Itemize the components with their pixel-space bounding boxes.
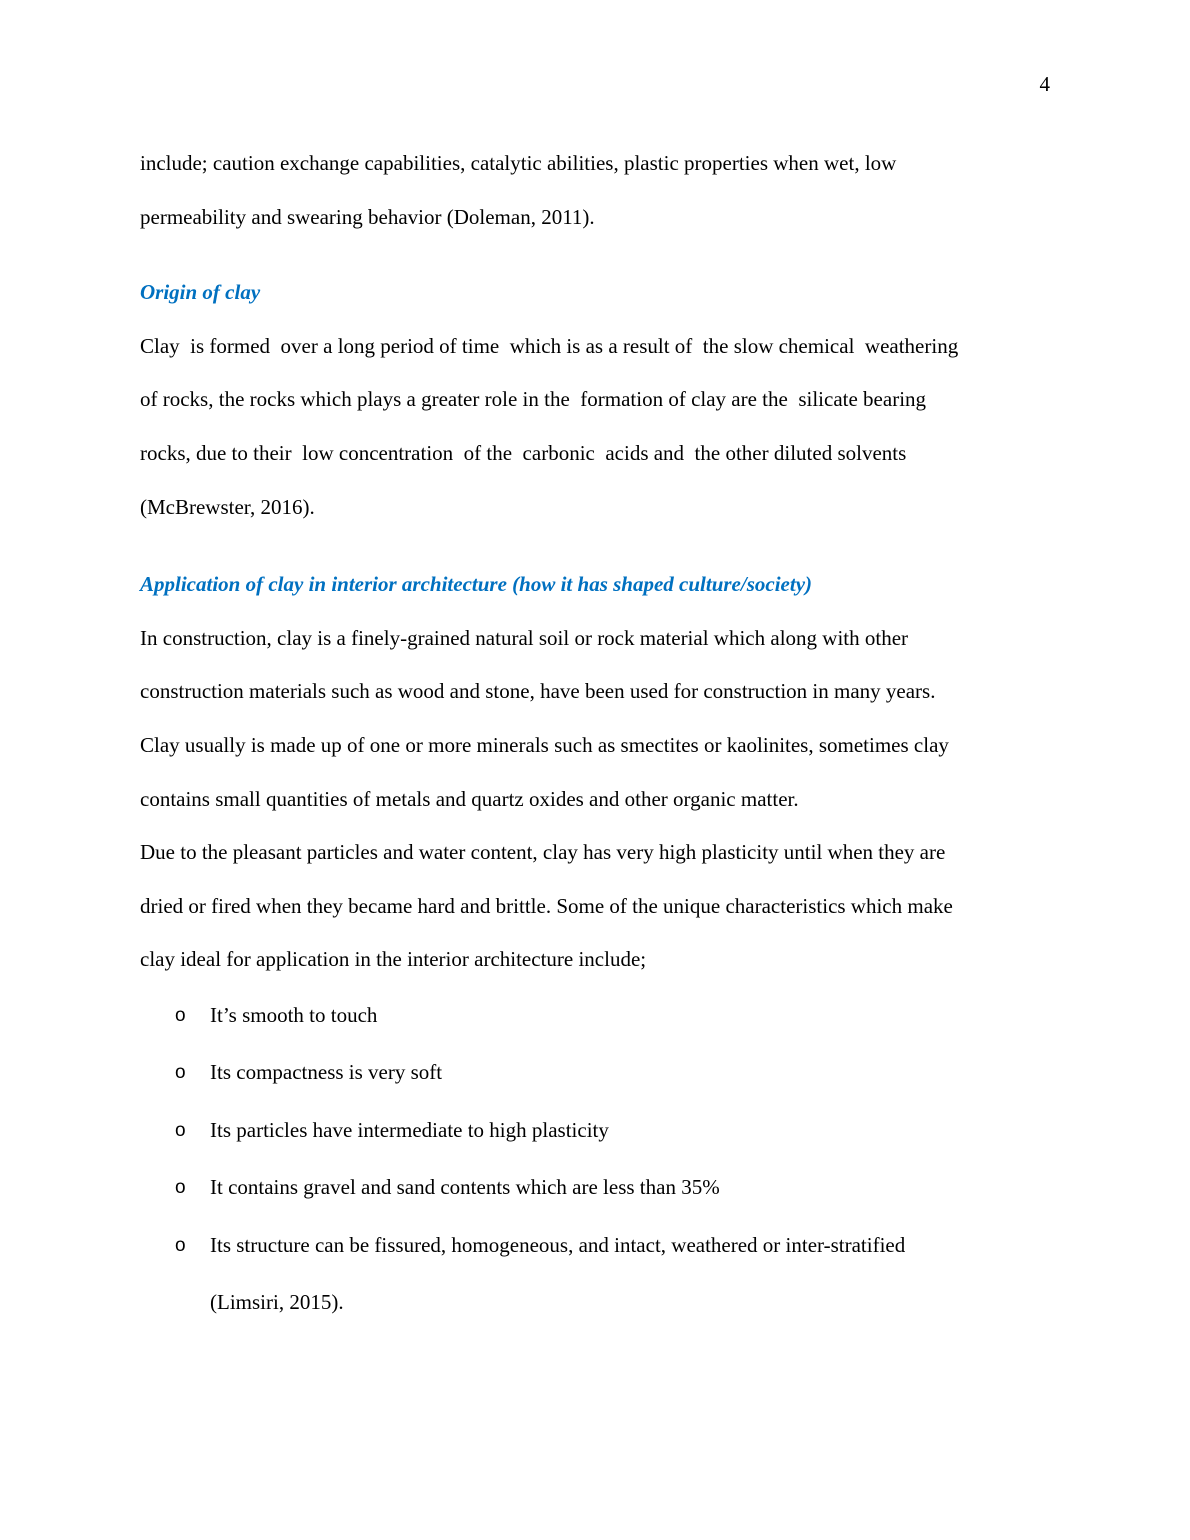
origin-heading: Origin of clay xyxy=(140,280,261,305)
bullet-marker: o xyxy=(175,1119,186,1141)
intro-paragraph xyxy=(140,137,1055,244)
list-item-text: Its particles have intermediate to high plasticity xyxy=(210,1117,609,1142)
origin-paragraph xyxy=(140,320,1055,534)
bullet-marker: o xyxy=(175,1062,186,1084)
application-heading: Application of clay in interior architecture (how it has shaped culture/society) xyxy=(140,572,813,597)
application-line: Due to the pleasant particles and water content, clay has very high plasticity until when they are xyxy=(140,840,946,865)
application-paragraph-2 xyxy=(140,826,1055,987)
list-item xyxy=(140,1159,1055,1216)
list-item-text: Its compactness is very soft xyxy=(210,1060,443,1085)
application-line: In construction, clay is a finely-grained natural soil or rock material which along with other xyxy=(140,625,909,650)
list-item-continuation: (Limsiri, 2015). xyxy=(210,1289,344,1314)
bullet-marker: o xyxy=(175,1234,186,1256)
application-line: Clay usually is made up of one or more minerals such as smectites or kaolinites, sometimes clay xyxy=(140,732,949,757)
application-paragraph-1 xyxy=(140,612,1055,826)
application-line: construction materials such as wood and stone, have been used for construction in many years. xyxy=(140,679,936,704)
document-body xyxy=(140,137,1055,1330)
list-item-text: It contains gravel and sand contents which are less than 35% xyxy=(210,1175,720,1200)
origin-line: rocks, due to their low concentration of the carbonic acids and the other diluted solvents xyxy=(140,440,907,465)
list-item xyxy=(140,987,1055,1044)
intro-line: permeability and swearing behavior (Doleman, 2011). xyxy=(140,204,595,229)
page-number: 4 xyxy=(1039,72,1050,96)
list-item-text: It’s smooth to touch xyxy=(210,1002,378,1027)
list-item xyxy=(140,1217,1055,1330)
origin-line: Clay is formed over a long period of time which is as a result of the slow chemical weathering xyxy=(140,333,959,358)
application-line: dried or fired when they became hard and brittle. Some of the unique characteristics which make xyxy=(140,893,953,918)
list-item xyxy=(140,1044,1055,1101)
application-line: contains small quantities of metals and quartz oxides and other organic matter. xyxy=(140,786,799,811)
bullet-marker: o xyxy=(175,1177,186,1199)
application-line: clay ideal for application in the interior architecture include; xyxy=(140,947,647,972)
origin-line: (McBrewster, 2016). xyxy=(140,494,315,519)
intro-line: include; caution exchange capabilities, catalytic abilities, plastic properties when wet, low xyxy=(140,151,897,175)
list-item xyxy=(140,1102,1055,1159)
characteristics-list xyxy=(140,987,1055,1330)
list-item-text: Its structure can be fissured, homogeneous, and intact, weathered or inter-stratified xyxy=(210,1232,906,1257)
bullet-marker: o xyxy=(175,1004,186,1026)
origin-line: of rocks, the rocks which plays a greater role in the formation of clay are the silicate bearing xyxy=(140,387,927,412)
